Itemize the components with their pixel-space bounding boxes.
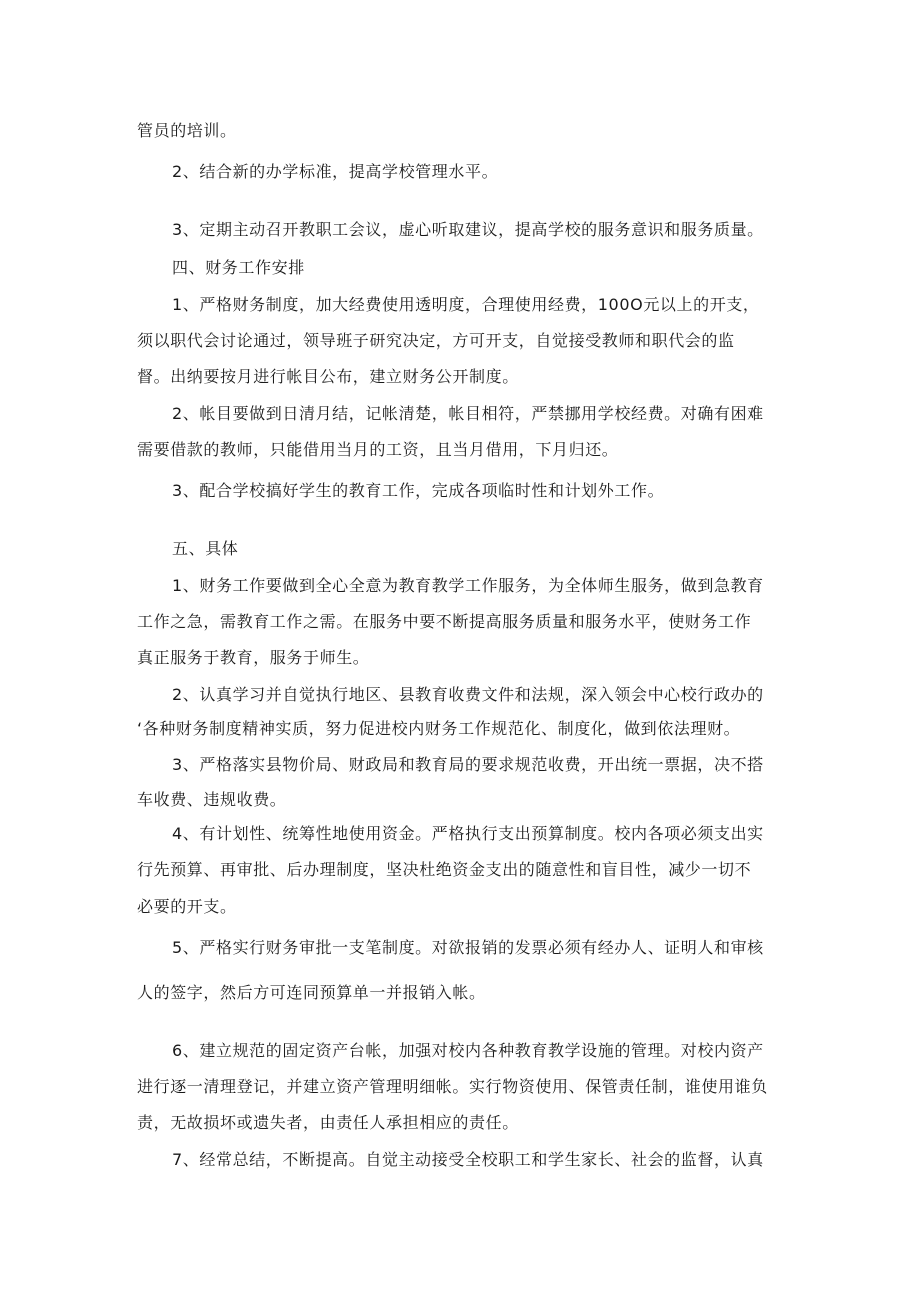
text-line-14: 真正服务于教育，服务于师生。: [137, 648, 370, 667]
text-line-25: 进行逐一清理登记，并建立资产管理明细帐。实行物资使用、保管责任制，谁使用谁负: [137, 1077, 768, 1096]
text-line-10: 3、配合学校搞好学生的教育工作，完成各项临时性和计划外工作。: [172, 481, 665, 500]
text-line-15: 2、认真学习并自觉执行地区、县教育收费文件和法规，深入领会中心校行政办的: [172, 685, 764, 704]
text-line-27: 7、经常总结，不断提高。自觉主动接受全校职工和学生家长、社会的监督，认真: [172, 1150, 764, 1169]
text-line-24: 6、建立规范的固定资产台帐，加强对校内各种教育教学设施的管理。对校内资产: [172, 1041, 764, 1060]
text-line-16: ‘各种财务制度精神实质，努力促进校内财务工作规范化、制度化，做到依法理财。: [137, 719, 741, 738]
text-line-9: 需要借款的教师，只能借用当月的工资，且当月借用，下月归还。: [137, 440, 619, 459]
text-line-5: 1、严格财务制度，加大经费使用透明度，合理使用经费，100O元以上的开支，: [172, 295, 760, 314]
section-heading-5: 五、具体: [172, 539, 239, 558]
text-line-22: 5、严格实行财务审批一支笔制度。对欲报销的发票必须有经办人、证明人和审核: [172, 938, 764, 957]
text-line-21: 必要的开支。: [137, 897, 237, 916]
text-line-17: 3、严格落实县物价局、财政局和教育局的要求规范收费，开出统一票据，决不搭: [172, 755, 764, 774]
text-line-26: 责，无故损坏或遗失者，由责任人承担相应的责任。: [137, 1113, 519, 1132]
text-line-19: 4、有计划性、统筹性地使用资金。严格执行支出预算制度。校内各项必须支出实: [172, 824, 764, 843]
text-line-7: 督。出纳要按月进行帐目公布，建立财务公开制度。: [137, 367, 519, 386]
text-line-20: 行先预算、再审批、后办理制度，坚决杜绝资金支出的随意性和盲目性，减少一切不: [137, 860, 752, 879]
text-line-13: 工作之急，需教育工作之需。在服务中要不断提高服务质量和服务水平，使财务工作: [137, 612, 752, 631]
text-line-3: 3、定期主动召开教职工会议，虚心听取建议，提高学校的服务意识和服务质量。: [172, 220, 764, 239]
text-line-18: 车收费、违规收费。: [137, 790, 287, 809]
text-line-8: 2、帐目要做到日清月结，记帐清楚，帐目相符，严禁挪用学校经费。对确有困难: [172, 404, 764, 423]
text-line-1: 管员的培训。: [137, 121, 237, 140]
text-line-12: 1、财务工作要做到全心全意为教育教学工作服务，为全体师生服务，做到急教育: [172, 576, 764, 595]
text-line-23: 人的签字，然后方可连同预算单一并报销入帐。: [137, 983, 486, 1002]
text-line-2: 2、结合新的办学标准，提高学校管理水平。: [172, 162, 499, 181]
text-line-6: 须以职代会讨论通过，领导班子研究决定，方可开支，自觉接受教师和职代会的监: [137, 331, 735, 350]
section-heading-4: 四、财务工作安排: [172, 258, 305, 277]
